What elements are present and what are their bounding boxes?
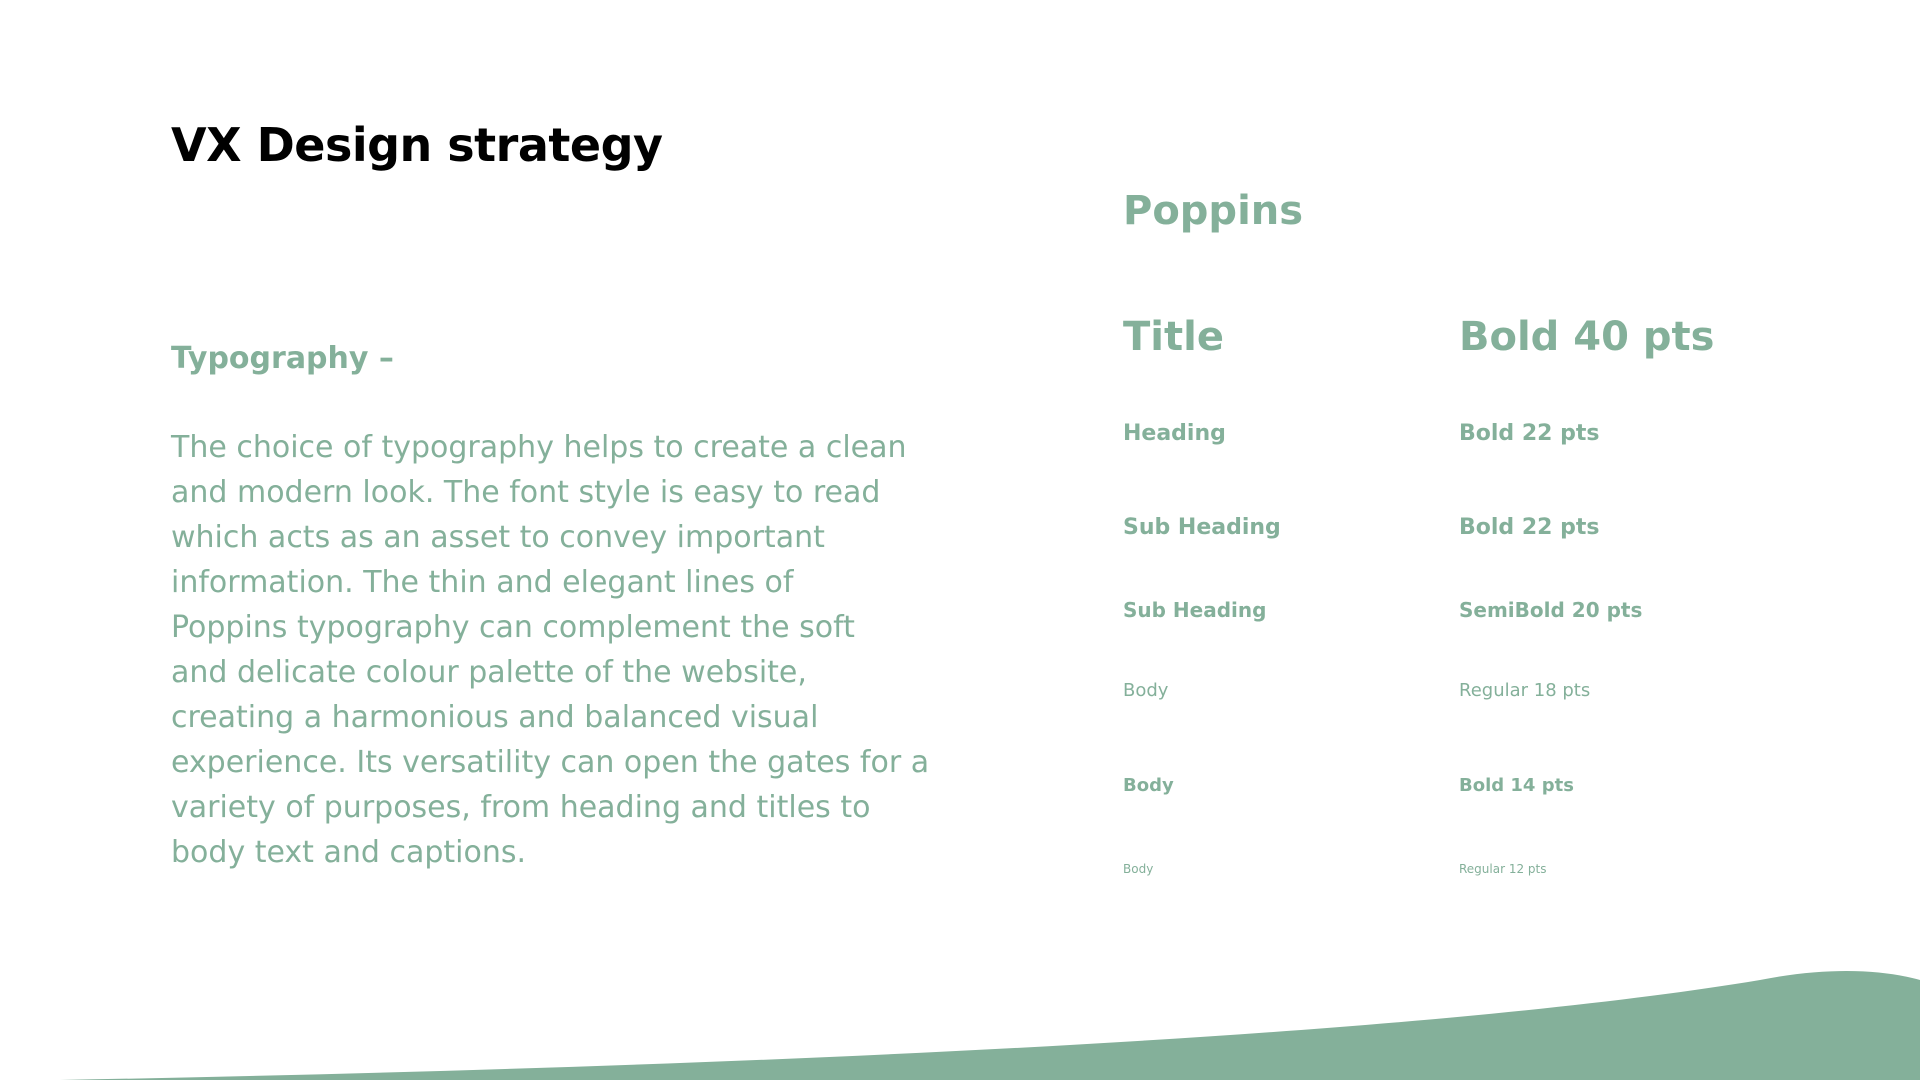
- decorative-wave: [0, 960, 1920, 1080]
- style-spec: Bold 40 pts: [1459, 314, 1715, 360]
- wave-shape: [60, 971, 1920, 1080]
- style-name: Body: [1123, 862, 1154, 876]
- style-spec: SemiBold 20 pts: [1459, 598, 1643, 622]
- style-name: Sub Heading: [1123, 515, 1281, 540]
- description-line: creating a harmonious and balanced visual: [171, 700, 819, 735]
- style-spec: Regular 12 pts: [1459, 862, 1547, 876]
- type-scale-row-heading: [1123, 421, 1763, 481]
- style-name: Title: [1123, 314, 1224, 360]
- type-scale-row-sub-heading-bold: [1123, 515, 1763, 575]
- description-line: body text and captions.: [171, 835, 527, 870]
- description-line: The choice of typography helps to create a clean: [171, 430, 907, 465]
- style-spec: Bold 14 pts: [1459, 775, 1574, 796]
- style-spec: Bold 22 pts: [1459, 515, 1600, 540]
- font-name: Poppins: [1123, 188, 1304, 234]
- style-spec: Bold 22 pts: [1459, 421, 1600, 446]
- type-scale-row-title: [1123, 313, 1763, 373]
- description-line: variety of purposes, from heading and titles to: [171, 790, 871, 825]
- typography-description: [171, 425, 931, 875]
- description-line: information. The thin and elegant lines of: [171, 565, 794, 600]
- description-line: and modern look. The font style is easy to read: [171, 475, 881, 510]
- description-line: and delicate colour palette of the website,: [171, 655, 807, 690]
- description-line: Poppins typography can complement the soft: [171, 610, 855, 645]
- style-name: Heading: [1123, 421, 1226, 446]
- style-name: Body: [1123, 680, 1169, 701]
- type-scale-row-sub-heading-semibold: [1123, 598, 1763, 658]
- type-scale-row-body-small: [1123, 862, 1763, 922]
- style-name: Sub Heading: [1123, 598, 1267, 622]
- style-name: Body: [1123, 775, 1174, 796]
- section-heading: Typography –: [171, 341, 394, 376]
- type-scale-row-body-bold: [1123, 775, 1763, 835]
- description-line: experience. Its versatility can open the gates for a: [171, 745, 930, 780]
- style-spec: Regular 18 pts: [1459, 680, 1591, 701]
- page-title: VX Design strategy: [171, 118, 663, 172]
- type-scale-row-body-regular: [1123, 680, 1763, 740]
- description-line: which acts as an asset to convey important: [171, 520, 825, 555]
